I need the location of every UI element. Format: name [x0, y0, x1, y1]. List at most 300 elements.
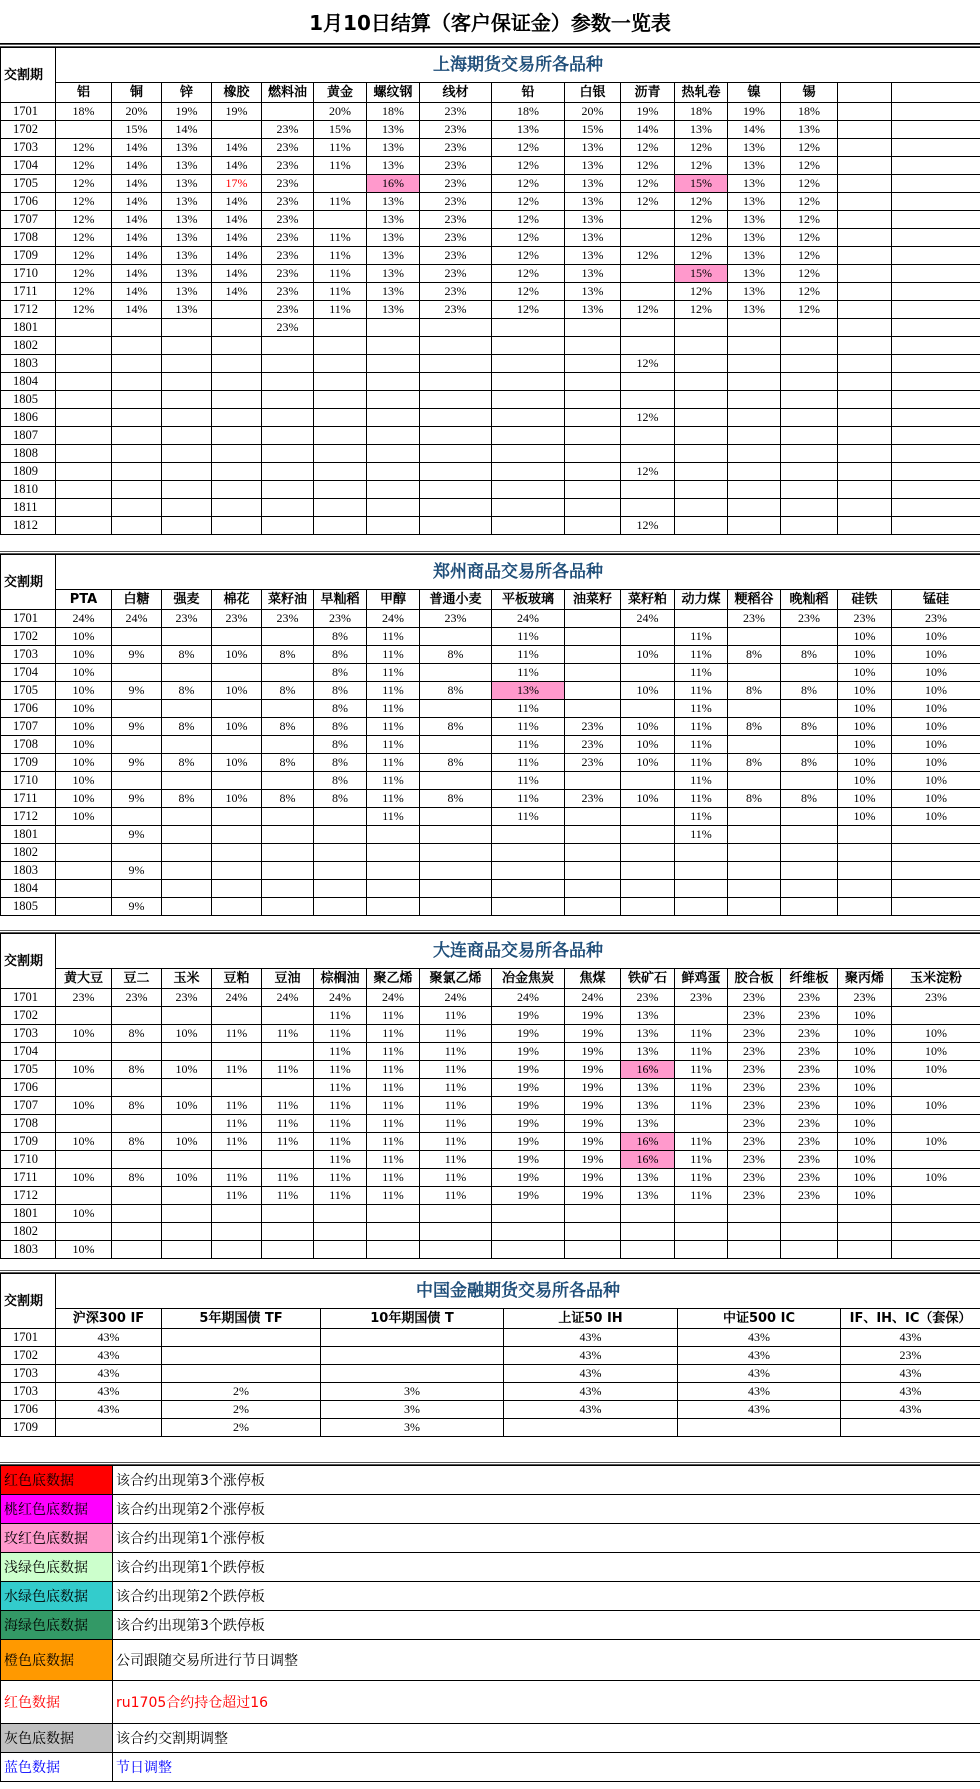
margin-cell [675, 481, 728, 499]
margin-cell [728, 880, 781, 898]
margin-cell: 14% [112, 229, 162, 247]
margin-cell [565, 481, 621, 499]
margin-cell [728, 427, 781, 445]
margin-cell [420, 409, 492, 427]
margin-cell: 10% [838, 1169, 892, 1187]
margin-cell [162, 517, 212, 535]
margin-cell [621, 628, 675, 646]
margin-cell: 43% [504, 1401, 678, 1419]
margin-cell: 43% [56, 1401, 162, 1419]
margin-cell [565, 682, 621, 700]
column-header: 沪深300 IF [56, 1309, 162, 1329]
empty-cell [838, 427, 892, 445]
margin-cell: 12% [621, 175, 675, 193]
table-row [1, 481, 980, 499]
margin-cell [728, 517, 781, 535]
margin-cell [728, 1241, 781, 1259]
table-row [1, 427, 980, 445]
margin-cell: 10% [892, 1061, 980, 1079]
delivery-period: 1803 [1, 1241, 56, 1259]
margin-cell [492, 463, 565, 481]
margin-cell [420, 844, 492, 862]
margin-cell: 11% [420, 1151, 492, 1169]
margin-cell: 10% [56, 1133, 112, 1151]
margin-cell [262, 1223, 314, 1241]
margin-cell [420, 463, 492, 481]
margin-cell: 11% [367, 718, 420, 736]
table-row [1, 628, 980, 646]
margin-cell: 12% [675, 301, 728, 319]
margin-cell [367, 826, 420, 844]
margin-cell [781, 373, 838, 391]
margin-cell [314, 1223, 367, 1241]
legend-description: 该合约出现第3个涨停板 [113, 1466, 980, 1495]
margin-cell: 43% [56, 1383, 162, 1401]
column-header: 纤维板 [781, 969, 838, 989]
table-row [1, 1329, 980, 1347]
margin-cell [565, 664, 621, 682]
margin-cell: 9% [112, 646, 162, 664]
table-row [1, 211, 980, 229]
margin-cell [112, 736, 162, 754]
margin-cell: 23% [162, 989, 212, 1007]
margin-cell [728, 1205, 781, 1223]
margin-cell [314, 175, 367, 193]
margin-cell: 8% [162, 718, 212, 736]
margin-cell: 3% [321, 1419, 504, 1437]
column-header: 上证50 IH [504, 1309, 678, 1329]
delivery-period: 1702 [1, 1347, 56, 1365]
margin-cell: 11% [675, 1043, 728, 1061]
margin-cell [728, 391, 781, 409]
margin-cell: 24% [367, 610, 420, 628]
margin-cell [112, 319, 162, 337]
margin-cell: 10% [892, 1169, 980, 1187]
margin-cell [56, 1043, 112, 1061]
delivery-period: 1802 [1, 337, 56, 355]
margin-cell [162, 898, 212, 916]
empty-cell [892, 481, 980, 499]
margin-cell [492, 445, 565, 463]
legend-row [1, 1681, 980, 1724]
margin-cell [162, 445, 212, 463]
margin-cell: 8% [728, 718, 781, 736]
margin-cell: 10% [162, 1061, 212, 1079]
margin-cell [565, 445, 621, 463]
margin-cell [565, 409, 621, 427]
margin-cell [492, 898, 565, 916]
margin-cell: 12% [56, 283, 112, 301]
margin-cell [262, 1079, 314, 1097]
margin-cell: 10% [838, 1097, 892, 1115]
margin-cell [675, 1205, 728, 1223]
margin-cell: 13% [728, 157, 781, 175]
margin-cell: 8% [112, 1061, 162, 1079]
margin-cell: 14% [212, 211, 262, 229]
margin-cell: 13% [621, 1097, 675, 1115]
margin-cell: 23% [565, 736, 621, 754]
margin-cell: 12% [492, 301, 565, 319]
exchange-name: 郑州商品交易所各品种 [56, 555, 980, 590]
empty-cell [838, 211, 892, 229]
empty-cell [892, 175, 980, 193]
margin-cell [838, 844, 892, 862]
margin-cell: 13% [565, 283, 621, 301]
margin-cell [262, 517, 314, 535]
margin-cell: 12% [781, 139, 838, 157]
margin-cell [675, 427, 728, 445]
margin-cell [565, 1205, 621, 1223]
margin-cell: 11% [675, 1097, 728, 1115]
margin-cell: 11% [675, 1079, 728, 1097]
margin-cell [212, 880, 262, 898]
table-row [1, 1383, 980, 1401]
margin-cell: 19% [492, 1043, 565, 1061]
margin-cell: 13% [162, 157, 212, 175]
margin-cell [314, 862, 367, 880]
margin-cell [367, 319, 420, 337]
delivery-period: 1710 [1, 1151, 56, 1169]
margin-cell [262, 1007, 314, 1025]
delivery-period: 1704 [1, 664, 56, 682]
margin-cell: 8% [728, 790, 781, 808]
legend-description: 该合约出现第2个涨停板 [113, 1495, 980, 1524]
margin-cell [492, 499, 565, 517]
margin-cell [262, 736, 314, 754]
margin-cell [728, 445, 781, 463]
margin-cell: 19% [565, 1079, 621, 1097]
empty-cell [838, 175, 892, 193]
margin-cell: 23% [728, 989, 781, 1007]
margin-cell [112, 880, 162, 898]
margin-cell [367, 499, 420, 517]
exchange-name: 大连商品交易所各品种 [56, 934, 980, 969]
margin-cell [420, 736, 492, 754]
margin-cell [56, 481, 112, 499]
empty-cell [838, 409, 892, 427]
margin-cell [781, 481, 838, 499]
margin-cell: 12% [492, 139, 565, 157]
margin-cell [492, 355, 565, 373]
margin-cell: 11% [420, 1079, 492, 1097]
margin-cell [838, 1205, 892, 1223]
margin-cell: 12% [56, 265, 112, 283]
margin-cell [892, 1151, 980, 1169]
margin-cell [675, 1007, 728, 1025]
margin-cell: 23% [728, 1097, 781, 1115]
margin-cell [838, 826, 892, 844]
empty-cell [892, 427, 980, 445]
margin-cell [728, 898, 781, 916]
margin-cell [212, 1205, 262, 1223]
margin-cell: 11% [314, 193, 367, 211]
margin-cell: 19% [565, 1007, 621, 1025]
margin-cell: 23% [892, 610, 980, 628]
table-row [1, 301, 980, 319]
margin-cell: 19% [728, 103, 781, 121]
margin-cell [565, 355, 621, 373]
margin-cell: 13% [162, 175, 212, 193]
margin-cell [781, 355, 838, 373]
margin-cell [781, 499, 838, 517]
margin-cell: 11% [492, 772, 565, 790]
margin-cell [212, 808, 262, 826]
margin-cell: 10% [838, 718, 892, 736]
table-row [1, 1097, 980, 1115]
margin-cell [492, 391, 565, 409]
margin-cell: 10% [56, 682, 112, 700]
margin-cell: 10% [838, 700, 892, 718]
margin-cell: 23% [262, 265, 314, 283]
margin-cell: 11% [367, 1061, 420, 1079]
margin-cell: 12% [781, 283, 838, 301]
margin-cell: 12% [781, 301, 838, 319]
delivery-period: 1701 [1, 610, 56, 628]
margin-cell: 19% [162, 103, 212, 121]
delivery-period: 1712 [1, 301, 56, 319]
margin-cell: 12% [675, 283, 728, 301]
margin-cell: 23% [420, 283, 492, 301]
empty-cell [892, 139, 980, 157]
margin-cell: 23% [420, 157, 492, 175]
margin-cell: 23% [420, 211, 492, 229]
margin-cell [492, 427, 565, 445]
margin-cell: 23% [781, 1187, 838, 1205]
margin-cell [212, 772, 262, 790]
margin-cell: 13% [367, 265, 420, 283]
margin-cell [492, 337, 565, 355]
margin-cell [367, 355, 420, 373]
column-header: 聚乙烯 [367, 969, 420, 989]
margin-cell: 18% [56, 103, 112, 121]
margin-cell: 12% [621, 247, 675, 265]
table-row [1, 1241, 980, 1259]
margin-cell: 8% [314, 718, 367, 736]
margin-cell: 18% [367, 103, 420, 121]
margin-cell: 12% [675, 193, 728, 211]
empty-cell [892, 409, 980, 427]
margin-cell: 10% [212, 790, 262, 808]
margin-cell: 23% [892, 989, 980, 1007]
margin-cell: 8% [262, 718, 314, 736]
margin-cell: 10% [621, 754, 675, 772]
margin-cell [212, 1043, 262, 1061]
margin-cell: 19% [492, 1061, 565, 1079]
margin-cell: 23% [420, 193, 492, 211]
margin-cell [565, 862, 621, 880]
margin-cell [162, 1115, 212, 1133]
margin-cell: 10% [892, 790, 980, 808]
margin-cell [675, 445, 728, 463]
margin-cell [367, 391, 420, 409]
margin-cell [728, 844, 781, 862]
delivery-period: 1812 [1, 517, 56, 535]
margin-cell [781, 628, 838, 646]
margin-cell [621, 664, 675, 682]
table-row [1, 103, 980, 121]
column-header-empty [838, 83, 892, 103]
margin-cell: 2% [162, 1419, 321, 1437]
margin-cell [112, 373, 162, 391]
margin-cell: 10% [56, 1025, 112, 1043]
margin-cell [565, 517, 621, 535]
column-header: 棉花 [212, 590, 262, 610]
margin-cell: 8% [728, 682, 781, 700]
delivery-period: 1704 [1, 157, 56, 175]
margin-cell: 11% [675, 754, 728, 772]
margin-cell [621, 373, 675, 391]
margin-cell: 14% [212, 265, 262, 283]
delivery-period-header: 交割期 [1, 934, 56, 989]
margin-cell: 12% [492, 157, 565, 175]
margin-cell [892, 862, 980, 880]
empty-cell [892, 247, 980, 265]
margin-cell [314, 445, 367, 463]
margin-cell [621, 229, 675, 247]
column-header: 平板玻璃 [492, 590, 565, 610]
margin-cell: 23% [420, 247, 492, 265]
margin-cell: 9% [112, 718, 162, 736]
margin-cell [162, 808, 212, 826]
empty-cell [892, 463, 980, 481]
legend-swatch-label: 灰色底数据 [1, 1724, 113, 1753]
margin-cell [212, 862, 262, 880]
margin-cell: 14% [212, 283, 262, 301]
margin-cell [420, 700, 492, 718]
margin-cell: 11% [492, 754, 565, 772]
margin-cell: 14% [212, 247, 262, 265]
margin-cell: 24% [262, 989, 314, 1007]
margin-cell: 14% [112, 211, 162, 229]
table-row [1, 517, 980, 535]
margin-cell [162, 337, 212, 355]
margin-cell: 11% [314, 1097, 367, 1115]
margin-cell: 10% [56, 772, 112, 790]
column-header: 聚氯乙烯 [420, 969, 492, 989]
table-row [1, 265, 980, 283]
delivery-period: 1703 [1, 1025, 56, 1043]
margin-cell [420, 445, 492, 463]
delivery-period: 1702 [1, 628, 56, 646]
margin-cell: 11% [675, 1061, 728, 1079]
table-row [1, 1223, 980, 1241]
margin-cell [212, 121, 262, 139]
margin-cell: 14% [112, 175, 162, 193]
margin-cell: 11% [314, 283, 367, 301]
margin-cell [492, 319, 565, 337]
margin-cell: 13% [162, 193, 212, 211]
margin-cell [262, 427, 314, 445]
margin-cell [314, 826, 367, 844]
table-row [1, 1401, 980, 1419]
margin-cell: 12% [56, 193, 112, 211]
margin-cell [367, 517, 420, 535]
margin-cell: 11% [675, 646, 728, 664]
margin-cell: 13% [621, 1187, 675, 1205]
legend-description: 该合约交割期调整 [113, 1724, 980, 1753]
table-row [1, 1007, 980, 1025]
margin-cell: 43% [678, 1383, 841, 1401]
margin-cell [675, 862, 728, 880]
margin-cell: 8% [314, 772, 367, 790]
margin-cell [162, 700, 212, 718]
margin-cell: 8% [262, 790, 314, 808]
margin-cell [675, 1115, 728, 1133]
column-header: 菜籽油 [262, 590, 314, 610]
margin-cell: 23% [728, 1025, 781, 1043]
margin-cell: 8% [314, 628, 367, 646]
margin-cell [314, 844, 367, 862]
margin-cell [621, 700, 675, 718]
table-row [1, 736, 980, 754]
margin-cell: 23% [841, 1347, 980, 1365]
section-czce [0, 551, 980, 916]
margin-cell [781, 700, 838, 718]
margin-cell [314, 319, 367, 337]
empty-cell [892, 517, 980, 535]
empty-cell [892, 373, 980, 391]
margin-cell [838, 1241, 892, 1259]
margin-cell: 11% [367, 1043, 420, 1061]
table-row [1, 319, 980, 337]
column-header: 焦煤 [565, 969, 621, 989]
margin-cell: 19% [565, 1043, 621, 1061]
table-row [1, 1133, 980, 1151]
margin-cell: 13% [492, 121, 565, 139]
margin-cell [728, 481, 781, 499]
margin-cell: 11% [420, 1025, 492, 1043]
margin-cell [492, 826, 565, 844]
margin-cell: 13% [367, 247, 420, 265]
margin-cell: 13% [162, 229, 212, 247]
margin-cell: 10% [838, 808, 892, 826]
margin-cell [565, 499, 621, 517]
table-row [1, 700, 980, 718]
margin-cell [162, 409, 212, 427]
empty-cell [838, 517, 892, 535]
margin-cell: 43% [504, 1329, 678, 1347]
margin-cell [112, 463, 162, 481]
delivery-period: 1703 [1, 1383, 56, 1401]
margin-cell: 12% [56, 301, 112, 319]
margin-cell: 14% [112, 139, 162, 157]
margin-cell [314, 355, 367, 373]
margin-cell: 11% [492, 790, 565, 808]
table-row [1, 391, 980, 409]
margin-cell [621, 481, 675, 499]
empty-cell [892, 193, 980, 211]
margin-cell [112, 700, 162, 718]
margin-cell: 14% [112, 193, 162, 211]
margin-cell: 8% [420, 790, 492, 808]
margin-cell [675, 844, 728, 862]
margin-cell: 10% [838, 646, 892, 664]
table-row [1, 1419, 980, 1437]
margin-cell: 10% [892, 772, 980, 790]
margin-cell [565, 772, 621, 790]
margin-cell [112, 337, 162, 355]
margin-cell: 23% [781, 1061, 838, 1079]
margin-cell [56, 1419, 162, 1437]
margin-cell: 43% [678, 1329, 841, 1347]
margin-cell: 23% [781, 1115, 838, 1133]
margin-cell: 13% [367, 301, 420, 319]
margin-cell [565, 319, 621, 337]
delivery-period: 1801 [1, 319, 56, 337]
margin-cell: 23% [262, 229, 314, 247]
margin-cell [367, 862, 420, 880]
margin-cell: 12% [492, 247, 565, 265]
